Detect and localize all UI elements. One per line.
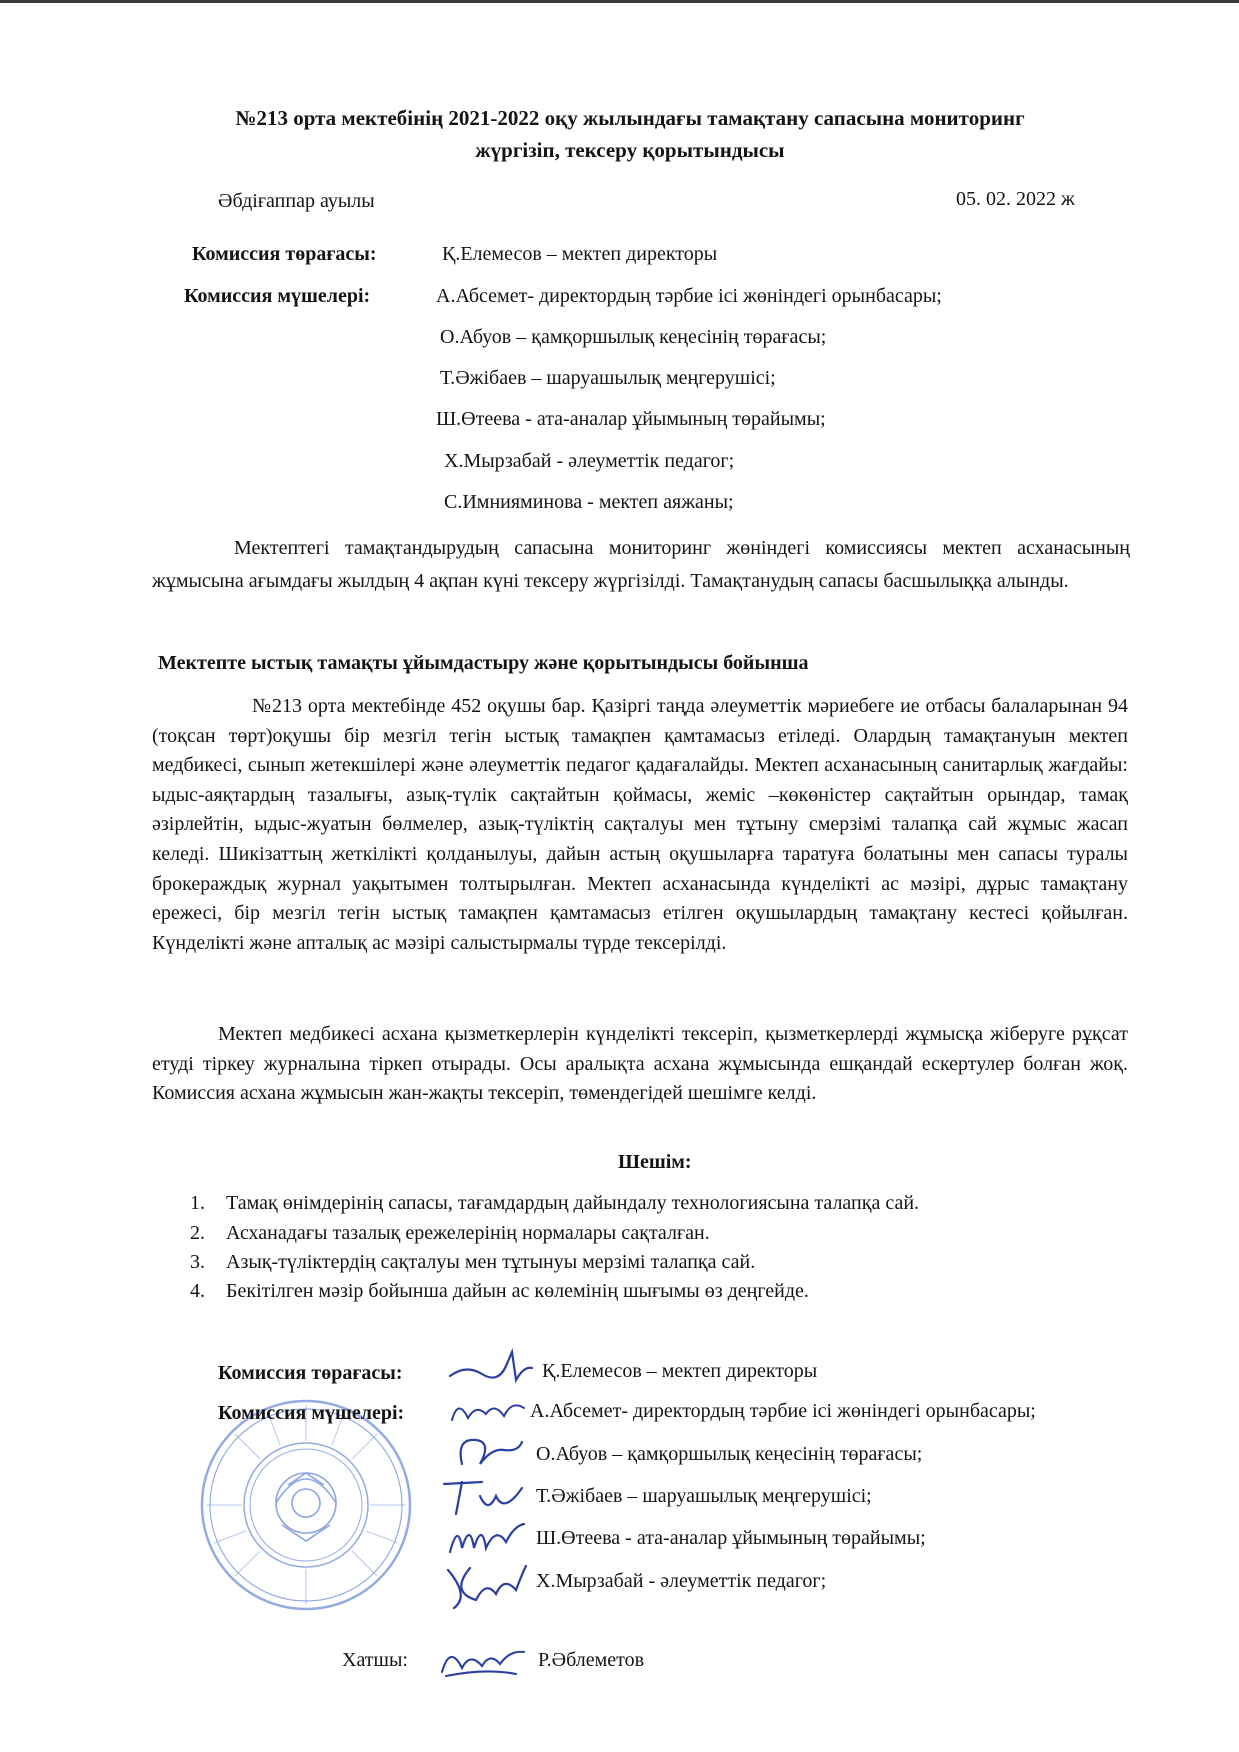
member-item: А.Абсемет- директордың тәрбие ісі жөніндегі орынбасары; (436, 285, 942, 307)
member-item: Х.Мырзабай - әлеуметтік педагог; (444, 450, 735, 472)
sig-member-item: Х.Мырзабай - әлеуметтік педагог; (536, 1570, 827, 1592)
section-heading: Мектепте ыстық тамақты ұйымдастыру және қорытындысы бойынша (158, 652, 809, 674)
members-label: Комиссия мүшелері: (184, 285, 371, 307)
decision-text: Тамақ өнімдерінің сапасы, тағамдардың дайындалу технологиясына талапқа сай. (226, 1192, 920, 1214)
decision-text: Бекітілген мәзір бойынша дайын ас көлемінің шығымы өз деңгейде. (226, 1280, 809, 1302)
secretary-value: Р.Әблеметов (538, 1649, 645, 1671)
secretary-label: Хатшы: (342, 1649, 408, 1671)
member-item: Ш.Өтеева - ата-аналар ұйымының төрайымы; (436, 408, 826, 430)
official-seal (196, 1395, 416, 1615)
sig-members-label: Комиссия мүшелері: (218, 1402, 405, 1424)
decision-text: Асханадағы тазалық ережелерінің нормалары сақталған. (226, 1222, 710, 1244)
chair-label: Комиссия төрағасы: (192, 243, 377, 265)
signature-member-5 (440, 1556, 530, 1616)
decision-number: 4. (190, 1280, 205, 1302)
member-item: С.Имнияминова - мектеп аяжаны; (444, 491, 734, 513)
decision-number: 3. (190, 1251, 205, 1273)
signature-secretary (436, 1638, 528, 1682)
nurse-paragraph: Мектеп медбикесі асхана қызметкерлерін күнделікті тексеріп, қызметкерлерді жұмысқа жіберуге рұқсат етуді тіркеу журналына тіркеп отырады. Осы аралықта асхана жұмысында ешқандай ескертулер болған жоқ. Комиссия асхана жұмысын жан-жақты тексеріп, төмендегідей шешімге келді. (152, 1023, 1128, 1105)
decision-number: 1. (190, 1192, 205, 1214)
signature-member-2 (452, 1428, 528, 1476)
chair-value: Қ.Елемесов – мектеп директоры (442, 243, 718, 265)
document-title-line-2: жүргізіп, тексеру қорытындысы (475, 138, 785, 162)
member-item: О.Абуов – қамқоршылық кеңесінің төрағасы; (440, 326, 827, 348)
intro-paragraph: Мектептегі тамақтандырудың сапасына мониторинг жөніндегі комиссиясы мектеп асханасының жұмысына ағымдағы жылдың 4 ақпан күні тексеру жүргізілді. Тамақтанудың сапасы басшылыққа алынды. (152, 537, 1130, 592)
decision-heading: Шешім: (618, 1151, 692, 1173)
document-date: 05. 02. 2022 ж (956, 188, 1075, 210)
signature-member-4 (444, 1512, 528, 1562)
sig-member-item: Т.Әжібаев – шаруашылық меңгерушісі; (536, 1485, 872, 1507)
decision-item (190, 1280, 809, 1303)
signature-member-1 (446, 1390, 528, 1430)
sig-chair-label: Комиссия төрағасы: (218, 1362, 403, 1384)
decision-item (190, 1192, 919, 1215)
member-item: Т.Әжібаев – шаруашылық меңгерушісі; (440, 367, 776, 389)
decision-number: 2. (190, 1222, 205, 1244)
scan-top-edge (0, 0, 1239, 3)
decision-item (190, 1222, 710, 1245)
sig-member-item: А.Абсемет- директордың тәрбие ісі жөніндегі орынбасары; (530, 1400, 1036, 1422)
document-place: Әбдіғаппар ауылы (218, 190, 375, 212)
sig-member-item: О.Абуов – қамқоршылық кеңесінің төрағасы; (536, 1443, 923, 1465)
sig-chair-value: Қ.Елемесов – мектеп директоры (542, 1360, 818, 1382)
signature-chair (446, 1346, 536, 1392)
decision-item (190, 1251, 755, 1274)
document-title-line-1: №213 орта мектебінің 2021-2022 оқу жылындағы тамақтану сапасына мониторинг (235, 106, 1025, 130)
main-paragraph: №213 орта мектебінде 452 оқушы бар. Қазіргі таңда әлеуметтік мәриебеге ие отбасы балаларынан 94 (тоқсан төрт)оқушы бір мезгіл тегін ыстық тамақпен қамтамасыз етіледі. Олардың тамақтануын мектеп медбикесі, сынып жетекшілері және әлеуметтік педагог қадағалайды. Мектеп асханасының санитарлық жағдайы: ыдыс-аяқтардың тазалығы, азық-түлік сақтайтын қоймасы, жеміс –көкөністер сақтайтын орындар, тамақ әзірлейтін, ыдыс-жуатын бөлмелер, азық-түліктің сақталуы мен тұтыну смерзімі талапқа сай жұмыс жасап келеді. Шикізаттың жеткілікті қолданылуы, дайын астың оқушыларға таратуға болатыны мен сапасы туралы брокераждық журнал уақытымен толтырылған. Мектеп асханасында күнделікті ас мәзірі, дұрыс тамақтану ережесі, бір мезгіл тегін ыстық тамақпен қамтамасыз етілген оқушылардың тамақтану кестесі қойылған. Күнделікті және апталық ас мәзірі салыстырмалы түрде тексерілді. (152, 695, 1128, 954)
decision-text: Азық-түліктердің сақталуы мен тұтынуы мерзімі талапқа сай. (226, 1251, 756, 1273)
sig-member-item: Ш.Өтеева - ата-аналар ұйымының төрайымы; (536, 1527, 926, 1549)
